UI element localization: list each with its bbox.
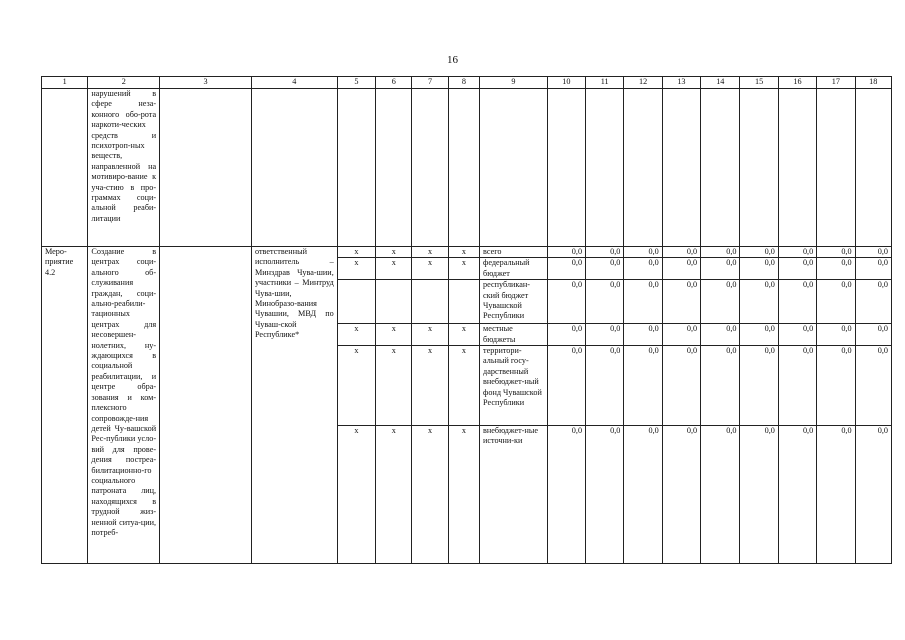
value-cell: 0,0 <box>547 258 585 280</box>
value-cell: 0,0 <box>662 426 700 564</box>
measure-description: Создание в центрах соци-ального об-служивания граждан, соци-ально-реабили-тационных центрах для несовершен-нолетних, ну-ждающихся в социальной реабилитации, и центре обра-зования и ком-плексного сопровожде-ния детей Чу-вашской Рес-публики усло-вий для прове-дения постреа-билитационно-го социального патроната лиц, находящихся в трудной жиз-ненной ситуа-ции, потреб- <box>88 247 160 564</box>
value-cell: 0,0 <box>586 426 624 564</box>
value-cell: 0,0 <box>547 324 585 346</box>
code-cell: х <box>376 324 412 346</box>
code-cell: х <box>376 426 412 564</box>
value-cell: 0,0 <box>740 258 778 280</box>
table-body <box>42 77 892 564</box>
value-cell: 0,0 <box>701 324 740 346</box>
column-header: 1 <box>42 77 88 89</box>
funding-source: республикан-ский бюджет Чувашской Республики <box>480 280 548 324</box>
code-cell: х <box>412 324 448 346</box>
value-cell: 0,0 <box>817 426 855 564</box>
value-cell: 0,0 <box>778 280 816 324</box>
value-cell: 0,0 <box>701 426 740 564</box>
code-cell: х <box>337 324 375 346</box>
column-header: 2 <box>88 77 160 89</box>
column-header: 6 <box>376 77 412 89</box>
value-cell: 0,0 <box>662 280 700 324</box>
value-cell: 0,0 <box>586 247 624 258</box>
column-header: 14 <box>701 77 740 89</box>
value-cell: 0,0 <box>778 258 816 280</box>
value-cell: 0,0 <box>624 324 662 346</box>
column-header: 18 <box>855 77 891 89</box>
value-cell: 0,0 <box>586 324 624 346</box>
code-cell: х <box>412 346 448 426</box>
value-cell: 0,0 <box>586 258 624 280</box>
code-cell: х <box>448 247 479 258</box>
value-cell: 0,0 <box>586 346 624 426</box>
code-cell: х <box>448 426 479 564</box>
value-cell: 0,0 <box>817 324 855 346</box>
value-cell: 0,0 <box>855 426 891 564</box>
column-header: 13 <box>662 77 700 89</box>
value-cell: 0,0 <box>624 426 662 564</box>
value-cell: 0,0 <box>740 280 778 324</box>
value-cell: 0,0 <box>740 346 778 426</box>
value-cell: 0,0 <box>817 346 855 426</box>
code-cell: х <box>448 346 479 426</box>
code-cell <box>412 280 448 324</box>
column-header: 15 <box>740 77 778 89</box>
value-cell: 0,0 <box>662 247 700 258</box>
value-cell: 0,0 <box>701 247 740 258</box>
code-cell: х <box>337 346 375 426</box>
value-cell: 0,0 <box>778 324 816 346</box>
code-cell: х <box>376 247 412 258</box>
value-cell: 0,0 <box>740 247 778 258</box>
value-cell: 0,0 <box>701 346 740 426</box>
value-cell: 0,0 <box>547 426 585 564</box>
value-cell: 0,0 <box>701 280 740 324</box>
funding-source: всего <box>480 247 548 258</box>
value-cell: 0,0 <box>547 247 585 258</box>
column-header: 3 <box>160 77 252 89</box>
value-cell: 0,0 <box>855 280 891 324</box>
value-cell: 0,0 <box>855 258 891 280</box>
page-number: 16 <box>447 54 458 66</box>
column-header: 9 <box>480 77 548 89</box>
code-cell <box>376 280 412 324</box>
value-cell: 0,0 <box>586 280 624 324</box>
value-cell: 0,0 <box>662 258 700 280</box>
column-number-row <box>42 77 892 89</box>
value-cell: 0,0 <box>817 258 855 280</box>
value-cell: 0,0 <box>547 280 585 324</box>
value-cell: 0,0 <box>701 258 740 280</box>
column-header: 7 <box>412 77 448 89</box>
continuation-row <box>42 89 892 247</box>
column-header: 11 <box>586 77 624 89</box>
code-cell: х <box>376 346 412 426</box>
value-cell: 0,0 <box>624 346 662 426</box>
value-cell: 0,0 <box>662 324 700 346</box>
column-header: 4 <box>251 77 337 89</box>
value-cell: 0,0 <box>855 247 891 258</box>
column-header: 17 <box>817 77 855 89</box>
value-cell: 0,0 <box>817 247 855 258</box>
value-cell: 0,0 <box>740 324 778 346</box>
code-cell: х <box>448 324 479 346</box>
code-cell: х <box>337 426 375 564</box>
funding-source: местные бюджеты <box>480 324 548 346</box>
column-header: 12 <box>624 77 662 89</box>
value-cell: 0,0 <box>855 324 891 346</box>
value-cell: 0,0 <box>624 247 662 258</box>
program-table <box>41 76 892 564</box>
value-cell: 0,0 <box>740 426 778 564</box>
value-cell: 0,0 <box>624 258 662 280</box>
continued-description: нарушений в сфере неза-конного обо-рота наркоти-ческих средств и психотроп-ных веществ, направленной на мотивиро-вание к уча-стию в про-граммах соци-альной реаби-литации <box>88 89 160 247</box>
measure-label: Меро-приятие 4.2 <box>42 247 88 564</box>
value-cell: 0,0 <box>662 346 700 426</box>
code-cell <box>337 280 375 324</box>
value-cell: 0,0 <box>778 426 816 564</box>
value-cell: 0,0 <box>624 280 662 324</box>
empty-cell <box>160 247 252 564</box>
code-cell: х <box>412 247 448 258</box>
value-cell: 0,0 <box>547 346 585 426</box>
funding-source: федеральный бюджет <box>480 258 548 280</box>
code-cell <box>448 280 479 324</box>
code-cell: х <box>412 426 448 564</box>
code-cell: х <box>412 258 448 280</box>
code-cell: х <box>337 258 375 280</box>
column-header: 5 <box>337 77 375 89</box>
value-cell: 0,0 <box>778 247 816 258</box>
funding-source: территори-альный госу-дарственный внебюджет-ный фонд Чувашской Республики <box>480 346 548 426</box>
value-cell: 0,0 <box>778 346 816 426</box>
column-header: 10 <box>547 77 585 89</box>
table-row <box>42 247 892 258</box>
column-header: 8 <box>448 77 479 89</box>
value-cell: 0,0 <box>817 280 855 324</box>
value-cell: 0,0 <box>855 346 891 426</box>
code-cell: х <box>376 258 412 280</box>
code-cell: х <box>448 258 479 280</box>
funding-source: внебюджет-ные источни-ки <box>480 426 548 564</box>
measure-executor: ответственный исполнитель – Минздрав Чува-шии, участники – Минтруд Чува-шии, Минобразо-вания Чувашии, МВД по Чуваш-ской Республике* <box>251 247 337 564</box>
column-header: 16 <box>778 77 816 89</box>
code-cell: х <box>337 247 375 258</box>
